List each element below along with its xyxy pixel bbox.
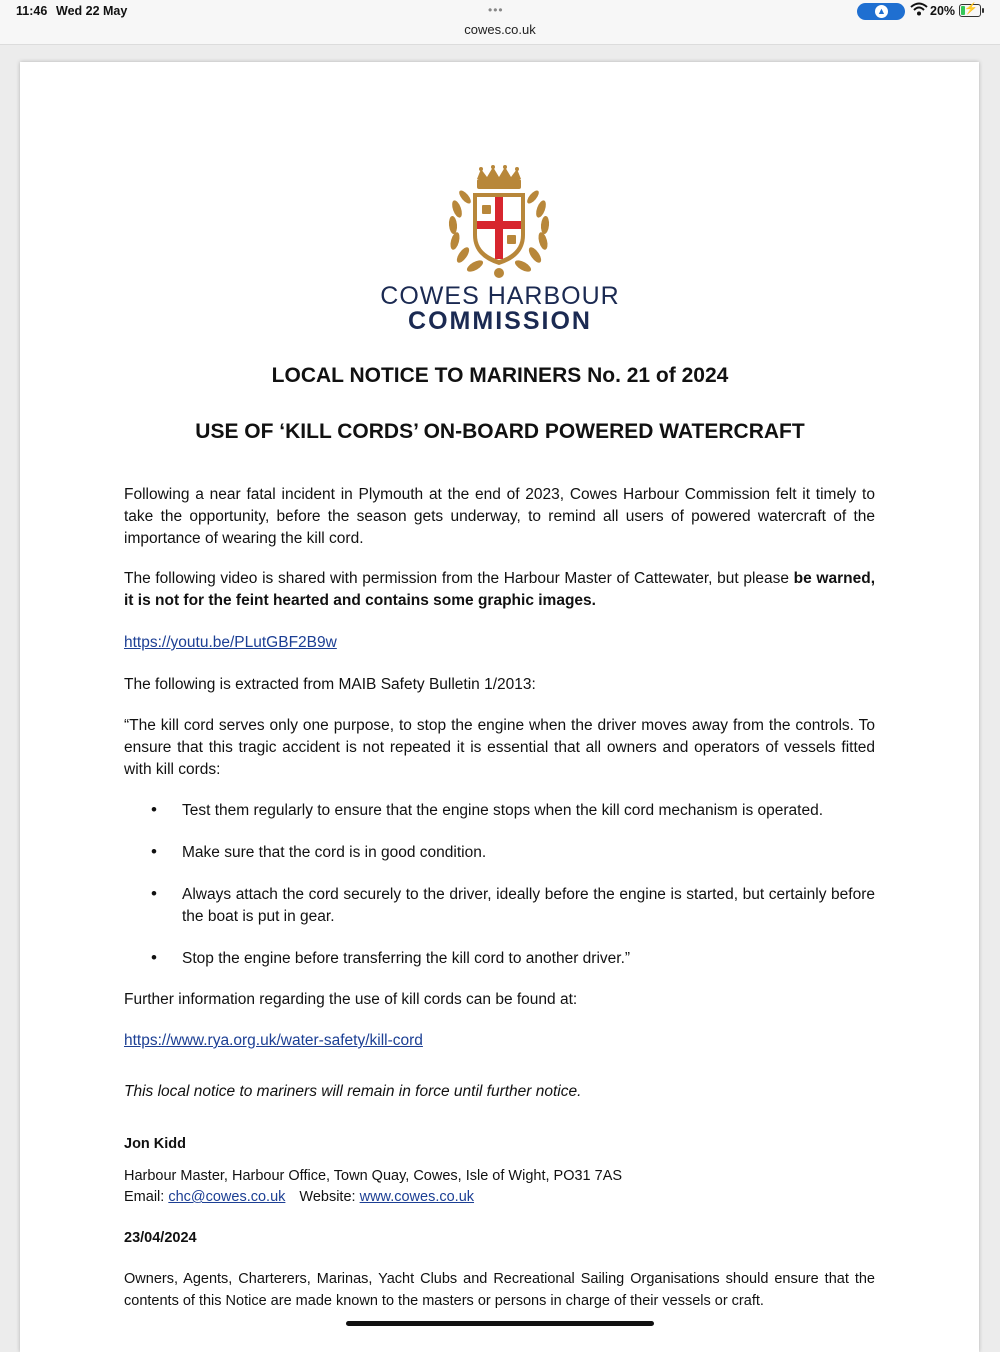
bullet-item-1: Test them regularly to ensure that the engine stops when the kill cord mechanism is operated. (182, 802, 824, 819)
website-link[interactable]: www.cowes.co.uk (359, 1189, 475, 1205)
notice-date: 23/04/2024 (124, 1230, 197, 1246)
bullet-item-2: Make sure that the cord is in good condition. (182, 844, 487, 861)
cowes-harbour-crest-logo (443, 165, 555, 283)
home-indicator[interactable] (346, 1321, 654, 1326)
bullet-item-3: Always attach the cord securely to the driver, ideally before the engine is started, but certainly before the boat is put in gear. (182, 886, 875, 925)
website-label: Website: (299, 1189, 360, 1205)
battery-percent: 20% (930, 4, 956, 18)
intro-paragraph: Following a near fatal incident in Plymouth at the end of 2023, Cowes Harbour Commission felt it timely to take the opportunity, before the season gets underway, to remind all users of powered watercraft of the importance of wearing the kill cord. (124, 486, 875, 547)
notice-subtitle: USE OF ‘KILL CORDS’ ON-BOARD POWERED WATERCRAFT (195, 420, 805, 443)
org-name-line1: COWES HARBOUR (380, 282, 620, 310)
battery-icon (959, 4, 981, 17)
signatory-name: Jon Kidd (124, 1136, 187, 1152)
wifi-icon (910, 2, 928, 17)
video-warning-text: The following video is shared with permission from the Harbour Master of Cattewater, but please (124, 570, 794, 587)
location-indicator[interactable] (857, 3, 905, 20)
status-bar (0, 0, 1000, 45)
bullet-marker: • (151, 884, 157, 903)
contact-row (124, 1187, 875, 1208)
footer-paragraph: Owners, Agents, Charterers, Marinas, Yacht Clubs and Recreational Sailing Organisations should ensure that the contents of this Notice are made known to the masters or persons in charge of their vessels or craft. (124, 1271, 875, 1309)
rya-link-row (124, 1030, 875, 1052)
address-bar-url[interactable]: cowes.co.uk (464, 22, 536, 37)
email-link[interactable]: chc@cowes.co.uk (168, 1189, 286, 1205)
maib-quote-paragraph: “The kill cord serves only one purpose, to stop the engine when the driver moves away from the controls. To ensure that this tragic accident is not repeated it is essential that all owners and operators of vessels fitted with kill cords: (124, 717, 875, 778)
video-warning-paragraph (124, 568, 875, 612)
in-force-notice: This local notice to mariners will remain in force until further notice. (124, 1083, 582, 1100)
status-date: Wed 22 May (56, 4, 128, 18)
notice-title: LOCAL NOTICE TO MARINERS No. 21 of 2024 (271, 364, 729, 387)
rya-kill-cord-link[interactable]: https://www.rya.org.uk/water-safety/kill-cord (124, 1032, 423, 1049)
further-info-paragraph: Further information regarding the use of kill cords can be found at: (124, 991, 578, 1008)
video-link-row (124, 632, 875, 654)
youtube-video-link[interactable]: https://youtu.be/PLutGBF2B9w (124, 634, 337, 651)
org-name-line2: COMMISSION (408, 307, 592, 335)
bullet-item-4: Stop the engine before transferring the kill cord to another driver.” (182, 950, 631, 967)
signatory-address: Harbour Master, Harbour Office, Town Quay, Cowes, Isle of Wight, PO31 7AS (124, 1168, 623, 1184)
charging-bolt-icon: ⚡ (964, 3, 978, 15)
navigation-arrow-icon: ▲ (875, 5, 888, 18)
status-time: 11:46 (16, 4, 48, 18)
battery-nub (982, 8, 984, 13)
more-dots-icon[interactable]: ••• (488, 3, 504, 17)
bullet-marker: • (151, 948, 157, 967)
bullet-marker: • (151, 842, 157, 861)
maib-intro-paragraph: The following is extracted from MAIB Safety Bulletin 1/2013: (124, 676, 536, 693)
email-label: Email: (124, 1189, 169, 1205)
graphic-warning-bold: be warned, it is not for the feint hearted and contains some graphic images. (124, 570, 876, 609)
bullet-marker: • (151, 800, 157, 819)
